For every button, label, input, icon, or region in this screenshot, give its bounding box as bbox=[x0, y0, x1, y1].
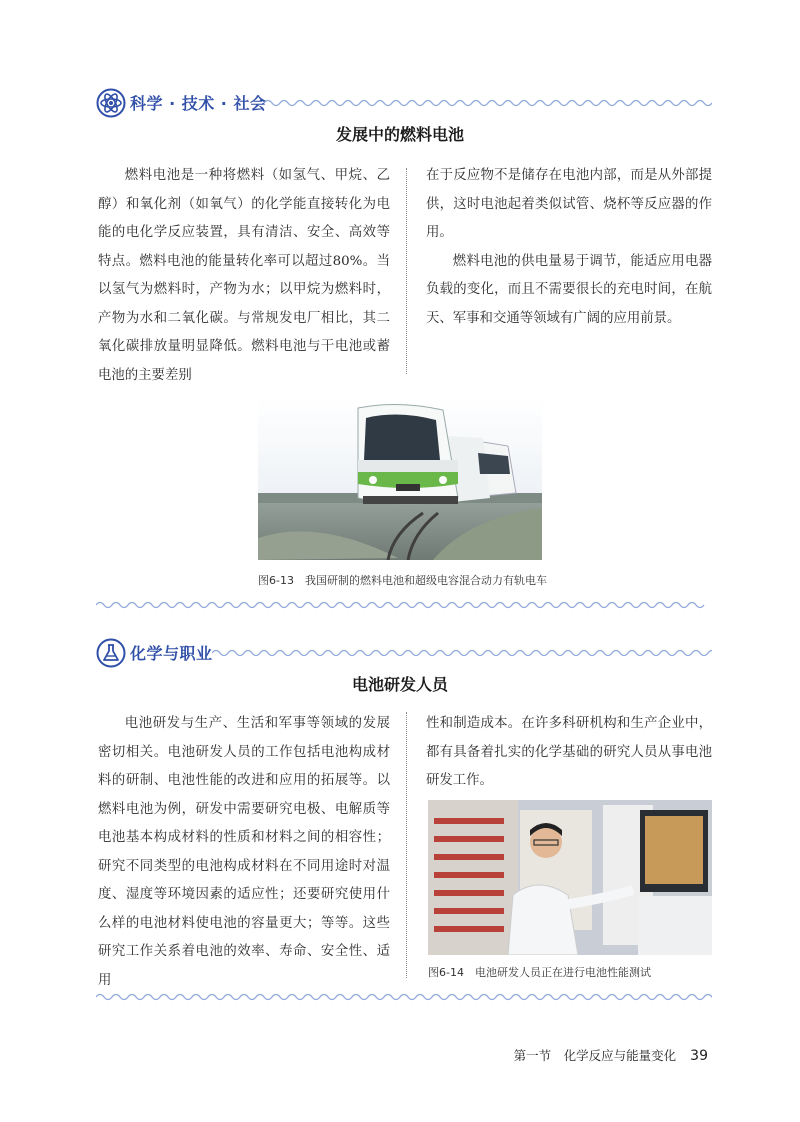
page-number: 39 bbox=[690, 1048, 708, 1064]
tram-photo bbox=[258, 398, 542, 560]
text-column-left bbox=[98, 710, 390, 995]
column-divider bbox=[406, 168, 407, 374]
section-header-career bbox=[96, 638, 712, 668]
text-column-right bbox=[426, 710, 712, 796]
paragraph: 电池研发与生产、生活和军事等领域的发展密切相关。电池研发人员的工作包括电池构成材料的研制、电池性能的改进和应用的拓展等。以燃料电池为例，研发中需要研究电极、电解质等电池基本构成材料的性质和材料之间的相容性；研究不同类型的电池构成材料在不同用途时对温度、湿度等环境因素的适应性；还要研究使用什么样的电池材料使电池的容量更大；等等。这些研究工作关系着电池的效率、寿命、安全性、适用 bbox=[98, 716, 390, 988]
paragraph: 性和制造成本。在许多科研机构和生产企业中，都有具备着扎实的化学基础的研究人员从事电池研发工作。 bbox=[426, 716, 712, 788]
figure-caption: 图6-14 电池研发人员正在进行电池性能测试 bbox=[428, 966, 651, 979]
article-title: 电池研发人员 bbox=[351, 675, 448, 694]
atom-icon bbox=[96, 88, 126, 118]
wave-divider bbox=[212, 646, 712, 660]
figure-caption: 图6-13 我国研制的燃料电池和超级电容混合动力有轨电车 bbox=[258, 574, 547, 587]
page-footer bbox=[514, 1046, 708, 1064]
footer-section-title: 第一节 化学反应与能量变化 bbox=[513, 1048, 677, 1063]
wave-divider bbox=[96, 990, 712, 1004]
article-title: 发展中的燃料电池 bbox=[335, 125, 464, 144]
lab-photo bbox=[428, 800, 712, 955]
flask-icon bbox=[96, 638, 126, 668]
column-divider bbox=[406, 712, 407, 978]
section-label: 化学与职业 bbox=[130, 644, 213, 663]
paragraph: 燃料电池是一种将燃料（如氢气、甲烷、乙醇）和氧化剂（如氧气）的化学能直接转化为电能的电化学反应装置，具有清洁、安全、高效等特点。燃料电池的能量转化率可以超过80%。当以氢气为燃料时，产物为水；以甲烷为燃料时，产物为水和二氧化碳。与常规发电厂相比，其二氧化碳排放量明显降低。燃料电池与干电池或蓄电池的主要差别 bbox=[98, 168, 390, 383]
text-column-right bbox=[426, 162, 712, 333]
section-header-science bbox=[96, 88, 712, 118]
paragraph: 在于反应物不是储存在电池内部，而是从外部提供，这时电池起着类似试管、烧杯等反应器的作用。 bbox=[426, 168, 712, 240]
wave-divider bbox=[264, 96, 712, 110]
wave-divider bbox=[96, 598, 712, 612]
text-column-left bbox=[98, 162, 390, 390]
paragraph: 燃料电池的供电量易于调节，能适应用电器负载的变化，而且不需要很长的充电时间，在航天、军事和交通等领域有广阔的应用前景。 bbox=[426, 253, 712, 326]
section-label: 科学 · 技术 · 社会 bbox=[130, 94, 267, 113]
